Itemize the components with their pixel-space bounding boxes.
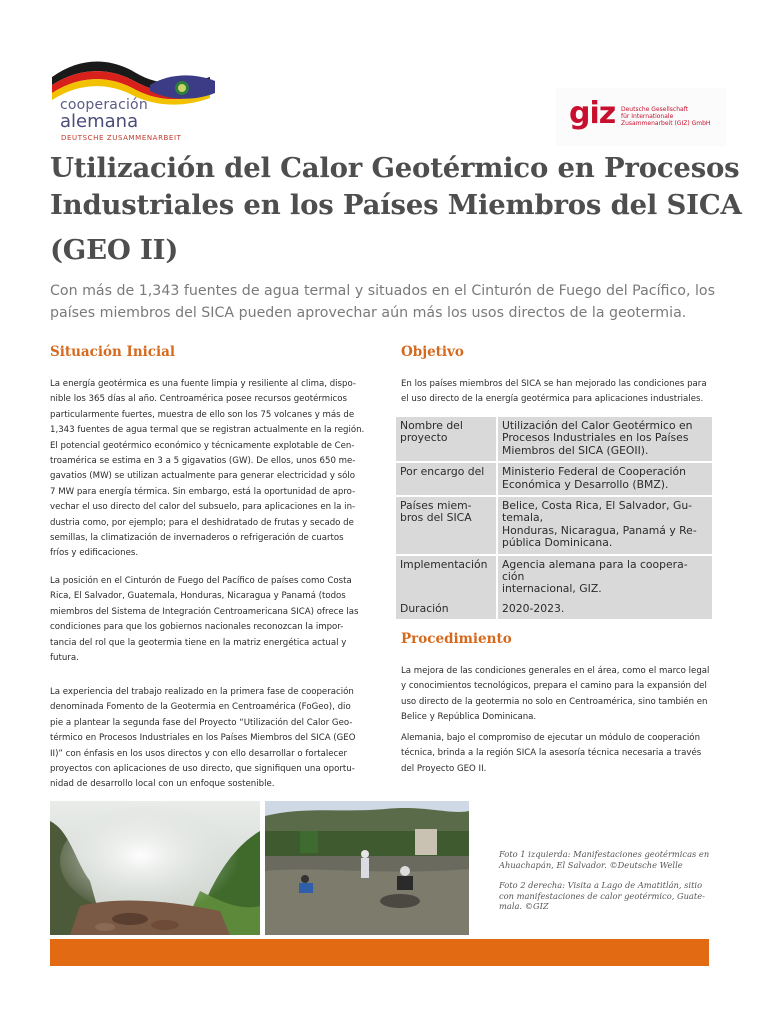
lead-paragraph: Con más de 1,343 fuentes de agua termal y situados en el Cinturón de Fuego del Pacífico, los países miembros del SICA pueden aprovechar aún más los usos directos de la geotermia. [50,283,715,321]
procedimiento-p1-line: Belice y República Dominicana. [401,712,537,723]
heading-objetivo: Objetivo [401,344,464,360]
table-key-text: Nombre del [400,419,463,432]
situacion-p2-line: futura. [50,653,79,664]
table-value-text: 2020-2023. [502,601,565,615]
caption-2-line: Foto 2 derecha: Visita a Lago de Amatitlán, sitio [499,880,703,890]
situacion-p1-line: semillas, la climatización de invernaderos o refrigeración de cuartos [50,533,344,544]
photo-ahuachapan-geothermal [50,801,260,935]
giz-logo-line-1: Deutsche Gesellschaft [621,106,689,113]
photo-lago-amatitlan [265,801,469,935]
situacion-p2-line: Rica, El Salvador, Guatemala, Honduras, Nicaragua y Panamá (todos [50,591,346,602]
procedimiento-paragraph-2 [401,731,712,777]
situacion-p1-line: 7 MW para energía térmica. Sin embargo, está la oportunidad de apro- [50,486,356,497]
situacion-paragraph-3 [50,685,362,793]
table-value-text: Utilización del Calor Geotérmico en [502,419,693,432]
procedimiento-p1-line: y conocimientos tecnológicos, prepara el camino para la expansión del [401,681,707,692]
situacion-p3-line: denominada Fomento de la Geotermia en Centroamérica (FoGeo), dio [50,702,351,713]
situacion-paragraph-2 [50,574,362,666]
objetivo-paragraph [401,377,712,408]
heading-situacion-inicial: Situación Inicial [50,344,176,360]
situacion-p3-line: La experiencia del trabajo realizado en la primera fase de cooperación [50,687,354,697]
table-value-text: internacional, GIZ. [502,582,602,596]
table-value-text: pública Dominicana. [502,536,613,550]
table-value-cell [498,417,712,463]
caption-2-line: mala. ©GIZ [499,901,549,911]
situacion-p3-line: proyectos con aplicaciones de uso directo, que signifiquen una oportu- [50,764,355,775]
table-key-cell [396,497,498,556]
situacion-p2-line: miembros del Sistema de Integración Centroamericana SICA) ofrece las [50,606,359,617]
giz-logo-word: giz [569,96,616,131]
table-value-text: Honduras, Nicaragua, Panamá y Re- [502,523,697,537]
page-title [50,150,742,269]
table-row [396,556,712,600]
table-row [396,417,712,463]
table-key-text: Implementación [400,557,488,571]
giz-logo-line-3: Zusammenarbeit (GIZ) GmbH [621,120,711,127]
procedimiento-p2-line: Alemania, bajo el compromiso de ejecutar un módulo de cooperación [401,733,701,743]
table-value-text: Económica y Desarrollo (BMZ). [502,477,669,491]
table-key-cell [396,417,498,463]
situacion-p3-line: II)” con énfasis en los usos directos y con ello desarrollar o fortalecer [50,748,348,759]
table-row [396,497,712,556]
title-line-3: (GEO II) [50,234,179,266]
table-value-cell [498,463,712,497]
project-info-table [396,417,712,619]
situacion-p3-line: pie a plantear la segunda fase del Proyecto “Utilización del Calor Geo- [50,717,353,728]
caption-2-line: con manifestaciones de calor geotérmico, Guate- [499,890,705,901]
procedimiento-p2-line: del Proyecto GEO II. [401,763,487,774]
procedimiento-p1-line: La mejora de las condiciones generales en el área, como el marco legal [401,666,710,676]
coop-logo-text-3: DEUTSCHE ZUSAMMENARBEIT [61,134,182,142]
coop-logo-text-1: cooperación [60,97,148,113]
table-row [396,463,712,497]
situacion-p1-line: El potencial geotérmico económico y técnicamente explotable de Cen- [50,440,355,451]
table-value-text: temala, [502,511,544,525]
situacion-p1-line: troamérica se estima en 3 a 5 gigavatios (GW). De ellos, unos 650 me- [50,456,356,467]
situacion-p1-line: La energía geotérmica es una fuente limpia y resiliente al clima, dispo- [50,379,357,389]
table-key-text: Duración [400,601,449,615]
situacion-p2-line: La posición en el Cinturón de Fuego del Pacífico de países como Costa [50,576,352,586]
objetivo-line: En los países miembros del SICA se han mejorado las condiciones para [401,379,707,389]
procedimiento-p1-line: uso directo de la geotermia no solo en Centroamérica, sino también en [401,696,708,707]
table-value-text: ción [502,570,525,584]
situacion-p3-line: térmico en Procesos Industriales en los Países Miembros del SICA (GEO [50,733,356,744]
bottom-accent-bar [50,939,709,966]
situacion-p2-line: condiciones para que los gobiernos nacionales reconozcan la impor- [50,622,344,633]
caption-foto-2 [499,880,711,912]
table-key-text: proyecto [400,431,448,445]
table-value-cell [498,600,712,619]
coop-logo-text-2: alemana [60,111,139,132]
table-value-text: Procesos Industriales en los Países [502,431,689,445]
giz-logo-line-2: für Internationale [621,113,674,120]
situacion-paragraph-1 [50,377,365,562]
table-value-text: Agencia alemana para la coopera- [502,557,688,571]
table-key-cell [396,463,498,497]
table-value-text: Belice, Costa Rica, El Salvador, Gu- [502,499,693,513]
situacion-p1-line: 1,343 fuentes de agua termal que se registran actualmente en la región. [50,425,365,436]
table-key-text: Por encargo del [400,465,485,479]
table-key-cell [396,600,498,619]
situacion-p1-line: vechar el uso directo del calor del subsuelo, para aplicaciones en la in- [50,502,356,513]
procedimiento-p2-line: técnica, brinda a la región SICA la asesoría técnica necesaria a través [401,748,702,759]
heading-procedimiento: Procedimiento [401,631,512,647]
situacion-p1-line: gavatios (MW) se utilizan actualmente para generar electricidad y sólo [50,471,356,482]
caption-foto-1 [499,849,711,870]
table-value-text: Ministerio Federal de Cooperación [502,465,686,479]
situacion-p1-line: particularmente fuertes, muestra de ello son los 75 volcanes y más de [50,409,355,420]
table-value-text: Miembros del SICA (GEOII). [502,443,649,457]
situacion-p2-line: tancia del rol que la geotermia tiene en la matriz energética actual y [50,637,347,648]
table-key-text: Países miem- [400,499,472,513]
caption-1-line: Foto 1 izquierda: Manifestaciones geotérmicas en [499,849,710,859]
situacion-p1-line: dustria como, por ejemplo; para el deshidratado de frutas y secado de [50,517,354,528]
table-row [396,600,712,619]
title-line-1: Utilización del Calor Geotérmico en Procesos [50,152,740,184]
situacion-p1-line: fríos y edificaciones. [50,548,139,559]
objetivo-line: el uso directo de la energía geotérmica para aplicaciones industriales. [401,394,704,405]
table-key-text: bros del SICA [400,511,472,525]
situacion-p1-line: nible los 365 días al año. Centroamérica posee recursos geotérmicos [50,394,347,405]
table-key-cell [396,556,498,600]
title-line-2: Industriales en los Países Miembros del SICA [50,189,742,221]
situacion-p3-line: nidad de desarrollo local con un enfoque sostenible. [50,779,275,790]
table-value-cell [498,497,712,556]
table-value-cell [498,556,712,600]
procedimiento-paragraph-1 [401,664,712,726]
caption-1-line: Ahuachapán, El Salvador. ©Deutsche Welle [499,859,683,870]
